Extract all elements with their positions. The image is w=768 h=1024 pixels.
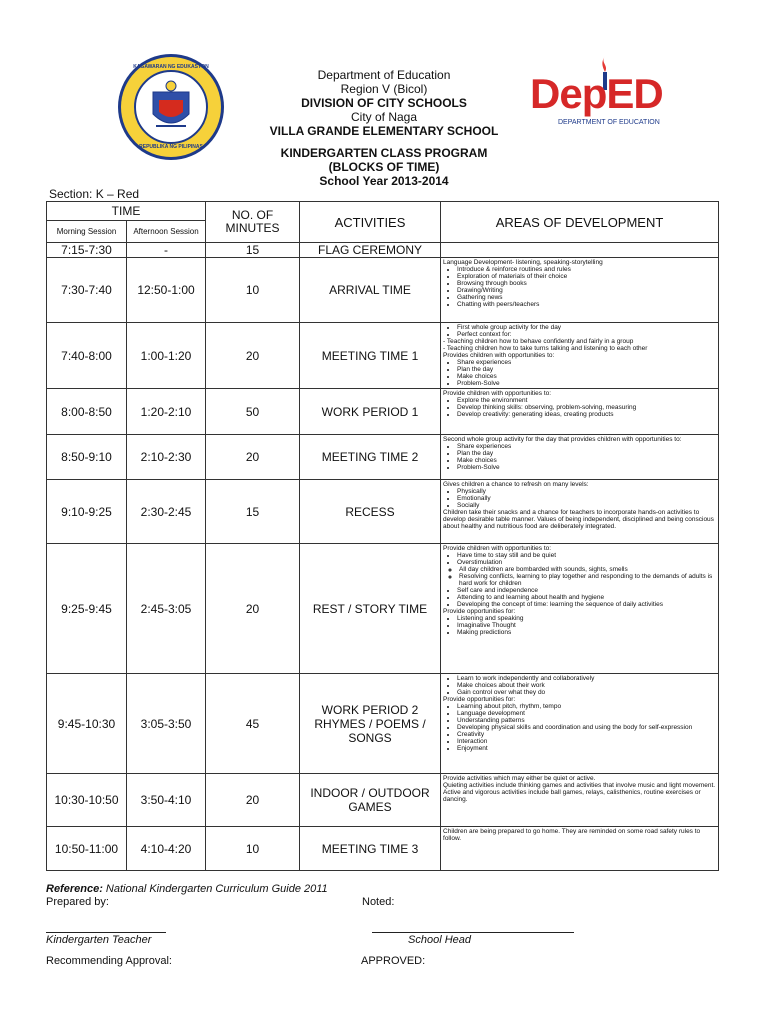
area-item: • Share experiences [457,443,716,450]
area-list [443,675,716,696]
area-item: • Drawing/Writing [457,287,716,294]
schedule-row [47,435,719,480]
schedule-row [47,544,719,674]
area-item: • Self care and independence [457,587,716,594]
area-item: • Plan the day [457,450,716,457]
schedule-row [47,774,719,827]
area-item: • Chatting with peers/teachers [457,301,716,308]
minutes-header: NO. OF MINUTES [206,202,300,243]
morning-time: 8:50-9:10 [47,435,127,480]
afternoon-time: 4:10-4:20 [127,827,206,871]
morning-time: 10:30-10:50 [47,774,127,827]
area-text: Provide children with opportunities to: [443,390,552,397]
area-item: • Interaction [457,738,716,745]
area-item: • Overstimulation [457,559,716,566]
morning-time: 7:15-7:30 [47,243,127,258]
title-line: School Year 2013-2014 [319,174,449,188]
areas-cell [441,258,719,323]
areas-cell [441,674,719,774]
area-text: Quieting activities include thinking games and activities that involve music and light movement. [443,782,716,789]
approved-label: APPROVED: [361,955,426,967]
activity: INDOOR / OUTDOOR GAMES [300,774,441,827]
area-item: • Browsing through books [457,280,716,287]
area-item: • Making predictions [457,629,716,636]
activity: MEETING TIME 3 [300,827,441,871]
morning-time: 7:30-7:40 [47,258,127,323]
areas-cell [441,774,719,827]
area-list [443,552,716,566]
area-list [443,359,716,387]
minutes: 15 [206,480,300,544]
area-item: • Attending to and learning about health and hygiene [457,594,716,601]
teacher-signature-line [46,932,166,933]
afternoon-time: 3:05-3:50 [127,674,206,774]
afternoon-time: 2:45-3:05 [127,544,206,674]
head-label: School Head [408,934,471,946]
minutes: 45 [206,674,300,774]
logo-subtitle: DEPARTMENT OF EDUCATION [558,119,660,126]
section-label: Section: K – Red [49,187,140,201]
flag-ceremony-row [47,243,719,258]
schedule-row [47,323,719,389]
area-item: • First whole group activity for the day [457,324,716,331]
area-text: Provides children with opportunities to: [443,352,555,359]
area-item: • Gathering news [457,294,716,301]
morning-time: 9:45-10:30 [47,674,127,774]
afternoon-time: 3:50-4:10 [127,774,206,827]
area-item: • Understanding patterns [457,717,716,724]
morning-time: 8:00-8:50 [47,389,127,435]
morning-time: 9:10-9:25 [47,480,127,544]
area-list [443,266,716,308]
area-text: - Teaching children how to behave confidently and fairly in a group [443,338,634,345]
seal-text-bottom: REPUBLIKA NG PILIPINAS [139,144,203,150]
morning-time: 7:40-8:00 [47,323,127,389]
area-text: - Teaching children how to take turns talking and listening to each other [443,345,648,352]
area-text: Language Development- listening, speaking-storytelling [443,259,603,266]
seal-text-top: KAGAWARAN NG EDUKASYON [133,64,209,70]
header-line: VILLA GRANDE ELEMENTARY SCHOOL [269,124,499,138]
area-item: ◦ All day children are bombarded with sounds, sights, smells [459,566,716,573]
area-item: • Perfect context for: [457,331,716,338]
area-text: Provide opportunities for: [443,696,516,703]
minutes: 20 [206,774,300,827]
minutes: 10 [206,827,300,871]
activity: MEETING TIME 2 [300,435,441,480]
schedule-row [47,389,719,435]
area-item: • Develop creativity: generating ideas, creating products [457,411,716,418]
area-list [443,397,716,418]
area-item: • Gain control over what they do [457,689,716,696]
area-item: • Plan the day [457,366,716,373]
teacher-label: Kindergarten Teacher [46,934,152,946]
afternoon-time: 2:10-2:30 [127,435,206,480]
area-item: • Developing physical skills and coordination and using the body for self-expression [457,724,716,731]
area-item: • Learn to work independently and collaboratively [457,675,716,682]
area-list [443,566,716,587]
header-line: City of Naga [350,110,418,124]
minutes: 20 [206,544,300,674]
schedule-row [47,674,719,774]
areas-cell [441,544,719,674]
areas-cell [441,827,719,871]
activity: ARRIVAL TIME [300,258,441,323]
morning-time: 9:25-9:45 [47,544,127,674]
schedule-row [47,480,719,544]
afternoon-time: - [127,243,206,258]
area-text: Provide activities which may either be quiet or active. [443,775,596,782]
head-signature-line [372,932,574,933]
area-item: • Make choices [457,373,716,380]
header-line: Region V (Bicol) [340,82,428,96]
noted-label: Noted: [362,896,395,908]
title-line: KINDERGARTEN CLASS PROGRAM [280,146,488,160]
area-item: • Make choices [457,457,716,464]
area-text: Gives children a chance to refresh on many levels: [443,481,589,488]
afternoon-time: 2:30-2:45 [127,480,206,544]
prepared-by-label: Prepared by: [46,896,109,908]
minutes: 10 [206,258,300,323]
area-item: • Emotionally [457,495,716,502]
area-list [443,587,716,608]
area-item: • Exploration of materials of their choice [457,273,716,280]
title-line: (BLOCKS OF TIME) [328,160,440,174]
area-item: • Socially [457,502,716,509]
minutes: 20 [206,435,300,480]
logo-wordmark: DepED [530,70,663,117]
afternoon-session-header: Afternoon Session [127,221,206,243]
area-text: Second whole group activity for the day that provides children with opportunities to: [443,436,682,443]
area-item: • Learning about pitch, rhythm, tempo [457,703,716,710]
area-item: • Imaginative Thought [457,622,716,629]
activities-header: ACTIVITIES [300,202,441,243]
area-item: • Develop thinking skills: observing, problem-solving, measuring [457,404,716,411]
area-item: • Developing the concept of time: learning the sequence of daily activities [457,601,716,608]
areas-cell [441,323,719,389]
reference-label: Reference: [46,883,103,895]
afternoon-time: 12:50-1:00 [127,258,206,323]
area-item: • Enjoyment [457,745,716,752]
afternoon-time: 1:20-2:10 [127,389,206,435]
area-item: ◦ Resolving conflicts, learning to play together and responding to the demands of adults is hard work for children [459,573,716,587]
areas-cell [441,389,719,435]
activity: MEETING TIME 1 [300,323,441,389]
area-list [443,324,716,338]
schedule-row [47,258,719,323]
afternoon-time: 1:00-1:20 [127,323,206,389]
area-item: • Creativity [457,731,716,738]
area-list [443,443,716,471]
area-item: • Explore the environment [457,397,716,404]
area-text: Provide children with opportunities to: [443,545,552,552]
area-text: Active and vigorous activities include ball games, relays, calisthenics, routine exercises or dancing. [443,789,701,803]
area-item: • Language development [457,710,716,717]
reference-line [46,883,328,895]
recommending-approval-label: Recommending Approval: [46,955,172,967]
area-item: • Listening and speaking [457,615,716,622]
minutes: 20 [206,323,300,389]
minutes: 50 [206,389,300,435]
activity: FLAG CEREMONY [300,243,441,258]
activity: WORK PERIOD 2 RHYMES / POEMS / SONGS [300,674,441,774]
activity: WORK PERIOD 1 [300,389,441,435]
area-item: • Problem-Solve [457,464,716,471]
minutes: 15 [206,243,300,258]
area-list [443,615,716,636]
area-item: • Make choices about their work [457,682,716,689]
header-line: DIVISION OF CITY SCHOOLS [301,96,467,110]
area-item: • Share experiences [457,359,716,366]
area-item: • Introduce & reinforce routines and rules [457,266,716,273]
header-line: Department of Education [317,68,451,82]
area-item: • Have time to stay still and be quiet [457,552,716,559]
areas-cell [441,480,719,544]
area-list [443,703,716,752]
area-text: Provide opportunities for: [443,608,516,615]
morning-time: 10:50-11:00 [47,827,127,871]
schedule-table [46,201,719,871]
time-header: TIME [47,202,206,221]
areas-cell [441,435,719,480]
activity: REST / STORY TIME [300,544,441,674]
area-item: • Problem-Solve [457,380,716,387]
activity: RECESS [300,480,441,544]
schedule-row [47,827,719,871]
reference-text: National Kindergarten Curriculum Guide 2011 [105,883,328,895]
area-text: Children are being prepared to go home. They are reminded on some road safety rules to follow. [443,828,701,842]
area-text: Children take their snacks and a chance for teachers to incorporate hands-on activities to develop desirable table manner. Values of being independent, disciplined and being conscious about healthy and nutritious food are deliberately integrated. [443,509,714,530]
area-list [443,488,716,509]
area-item: • Physically [457,488,716,495]
areas-cell [441,243,719,258]
morning-session-header: Morning Session [47,221,127,243]
areas-header: AREAS OF DEVELOPMENT [441,202,719,243]
